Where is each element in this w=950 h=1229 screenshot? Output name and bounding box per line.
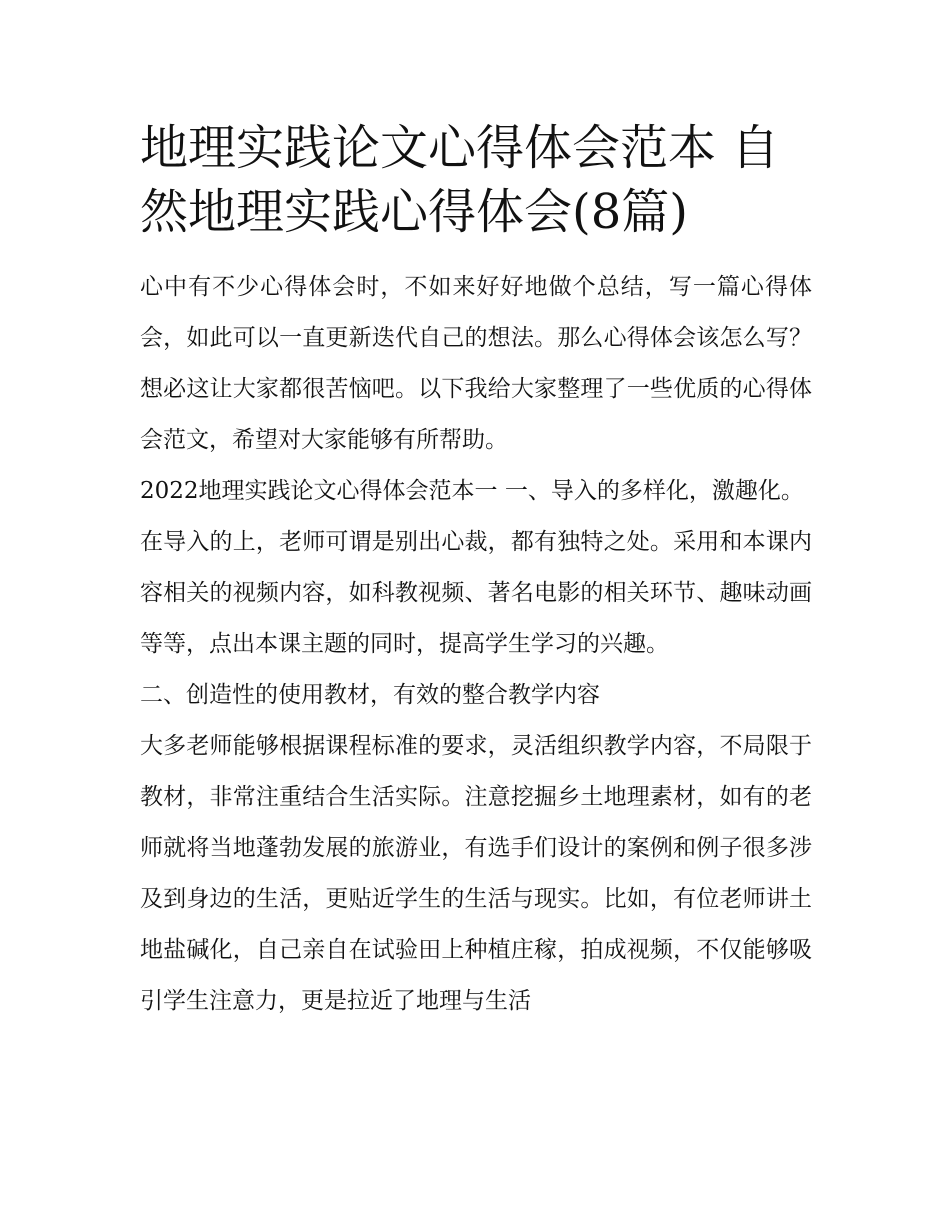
document-body	[140, 116, 812, 1027]
paragraph-section-one: 2022地理实践论文心得体会范本一 一、导入的多样化，激趣化。	[140, 478, 804, 504]
paragraph-section-two-heading: 二、创造性的使用教材，有效的整合教学内容	[140, 682, 600, 708]
paragraph-textbook-use: 大多老师能够根据课程标准的要求，灵活组织教学内容，不局限于教材，非常注重结合生活实际。注意挖掘乡土地理素材，如有的老师就将当地蓬勃发展的旅游业，有选手们设计的案例和例子很多涉及到身边的生活，更贴近学生的生活与现实。比如，有位老师讲土地盐碱化，自己亲自在试验田上种植庄稼，拍成视频，不仅能够吸引学生注意力，更是拉近了地理与生活	[140, 733, 812, 1014]
document-title: 地理实践论文心得体会范本 自然地理实践心得体会(8篇)	[140, 120, 780, 240]
paragraph-intro: 心中有不少心得体会时，不如来好好地做个总结，写一篇心得体会，如此可以一直更新迭代自己的想法。那么心得体会该怎么写？想必这让大家都很苦恼吧。以下我给大家整理了一些优质的心得体会范文，希望对大家能够有所帮助。	[140, 274, 812, 453]
paragraph-introduction-method: 在导入的上，老师可谓是别出心裁，都有独特之处。采用和本课内容相关的视频内容，如科教视频、著名电影的相关环节、趣味动画等等，点出本课主题的同时，提高学生学习的兴趣。	[140, 529, 812, 657]
